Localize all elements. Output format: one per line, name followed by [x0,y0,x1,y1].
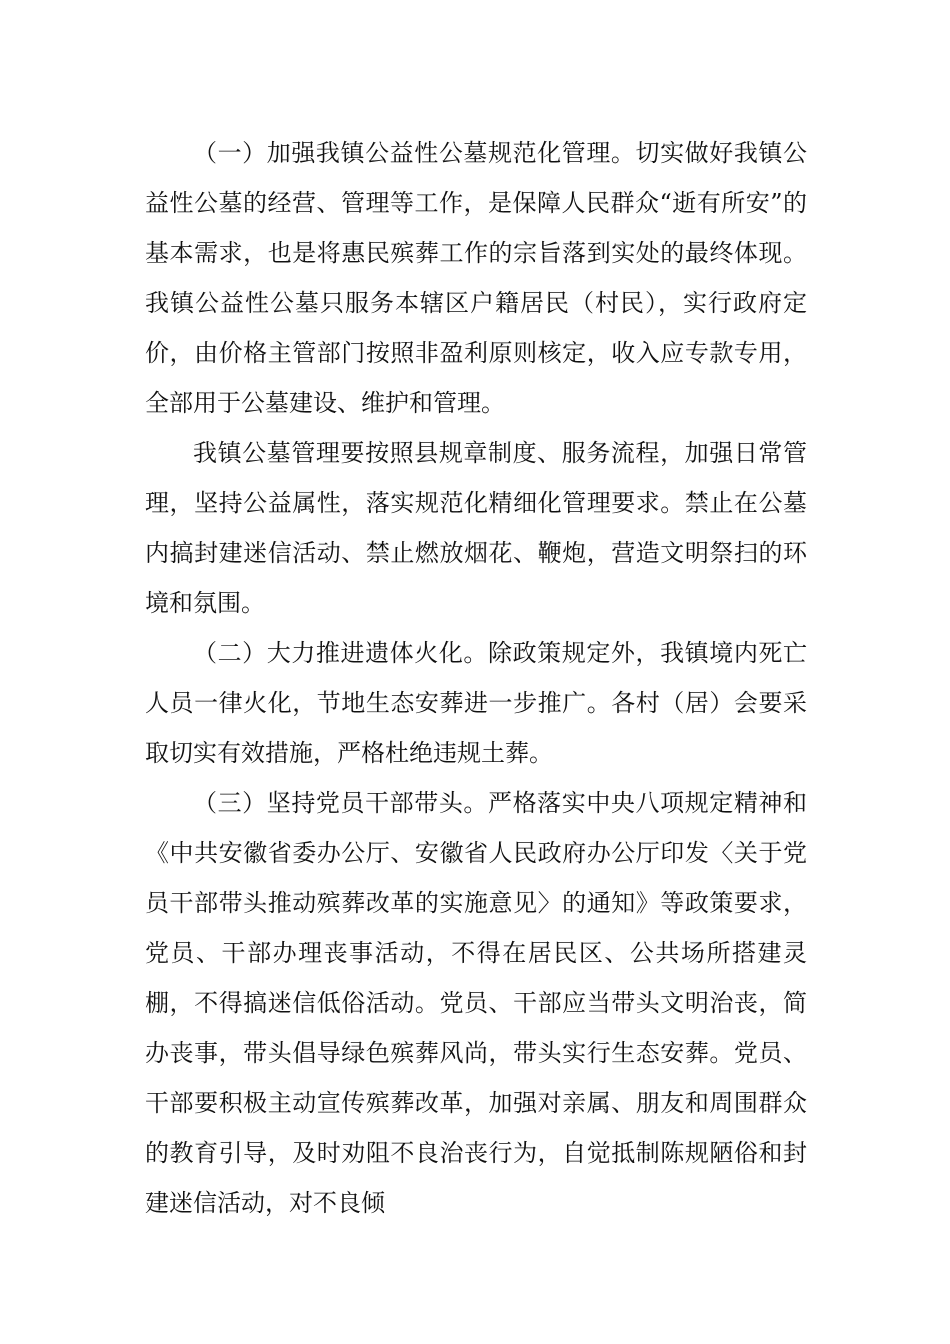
paragraph-promote-cremation: （二）大力推进遗体火化。除政策规定外，我镇境内死亡人员一律火化，节地生态安葬进一步推广。各村（居）会要采取切实有效措施，严格杜绝违规土葬。 [145,639,807,767]
paragraph-public-cemetery-management: （一）加强我镇公益性公墓规范化管理。切实做好我镇公益性公墓的经营、管理等工作，是保障人民群众“逝有所安”的基本需求，也是将惠民殡葬工作的宗旨落到实处的最终体现。我镇公益性公墓只服务本辖区户籍居民（村民），实行政府定价，由价格主管部门按照非盈利原则核定，收入应专款专用，全部用于公墓建设、维护和管理。 [145,139,807,417]
document-body [145,128,807,1228]
paragraph-cemetery-daily-management: 我镇公墓管理要按照县规章制度、服务流程，加强日常管理，坚持公益属性，落实规范化精细化管理要求。禁止在公墓内搞封建迷信活动、禁止燃放烟花、鞭炮，营造文明祭扫的环境和氛围。 [145,439,807,617]
paragraph-party-cadres-lead: （三）坚持党员干部带头。严格落实中央八项规定精神和《中共安徽省委办公厅、安徽省人民政府办公厅印发〈关于党员干部带头推动殡葬改革的实施意见〉的通知》等政策要求，党员、干部办理丧事活动，不得在居民区、公共场所搭建灵棚，不得搞迷信低俗活动。党员、干部应当带头文明治丧，简办丧事，带头倡导绿色殡葬风尚，带头实行生态安葬。党员、干部要积极主动宣传殡葬改革，加强对亲属、朋友和周围群众的教育引导，及时劝阻不良治丧行为，自觉抵制陈规陋俗和封建迷信活动，对不良倾 [145,789,807,1217]
